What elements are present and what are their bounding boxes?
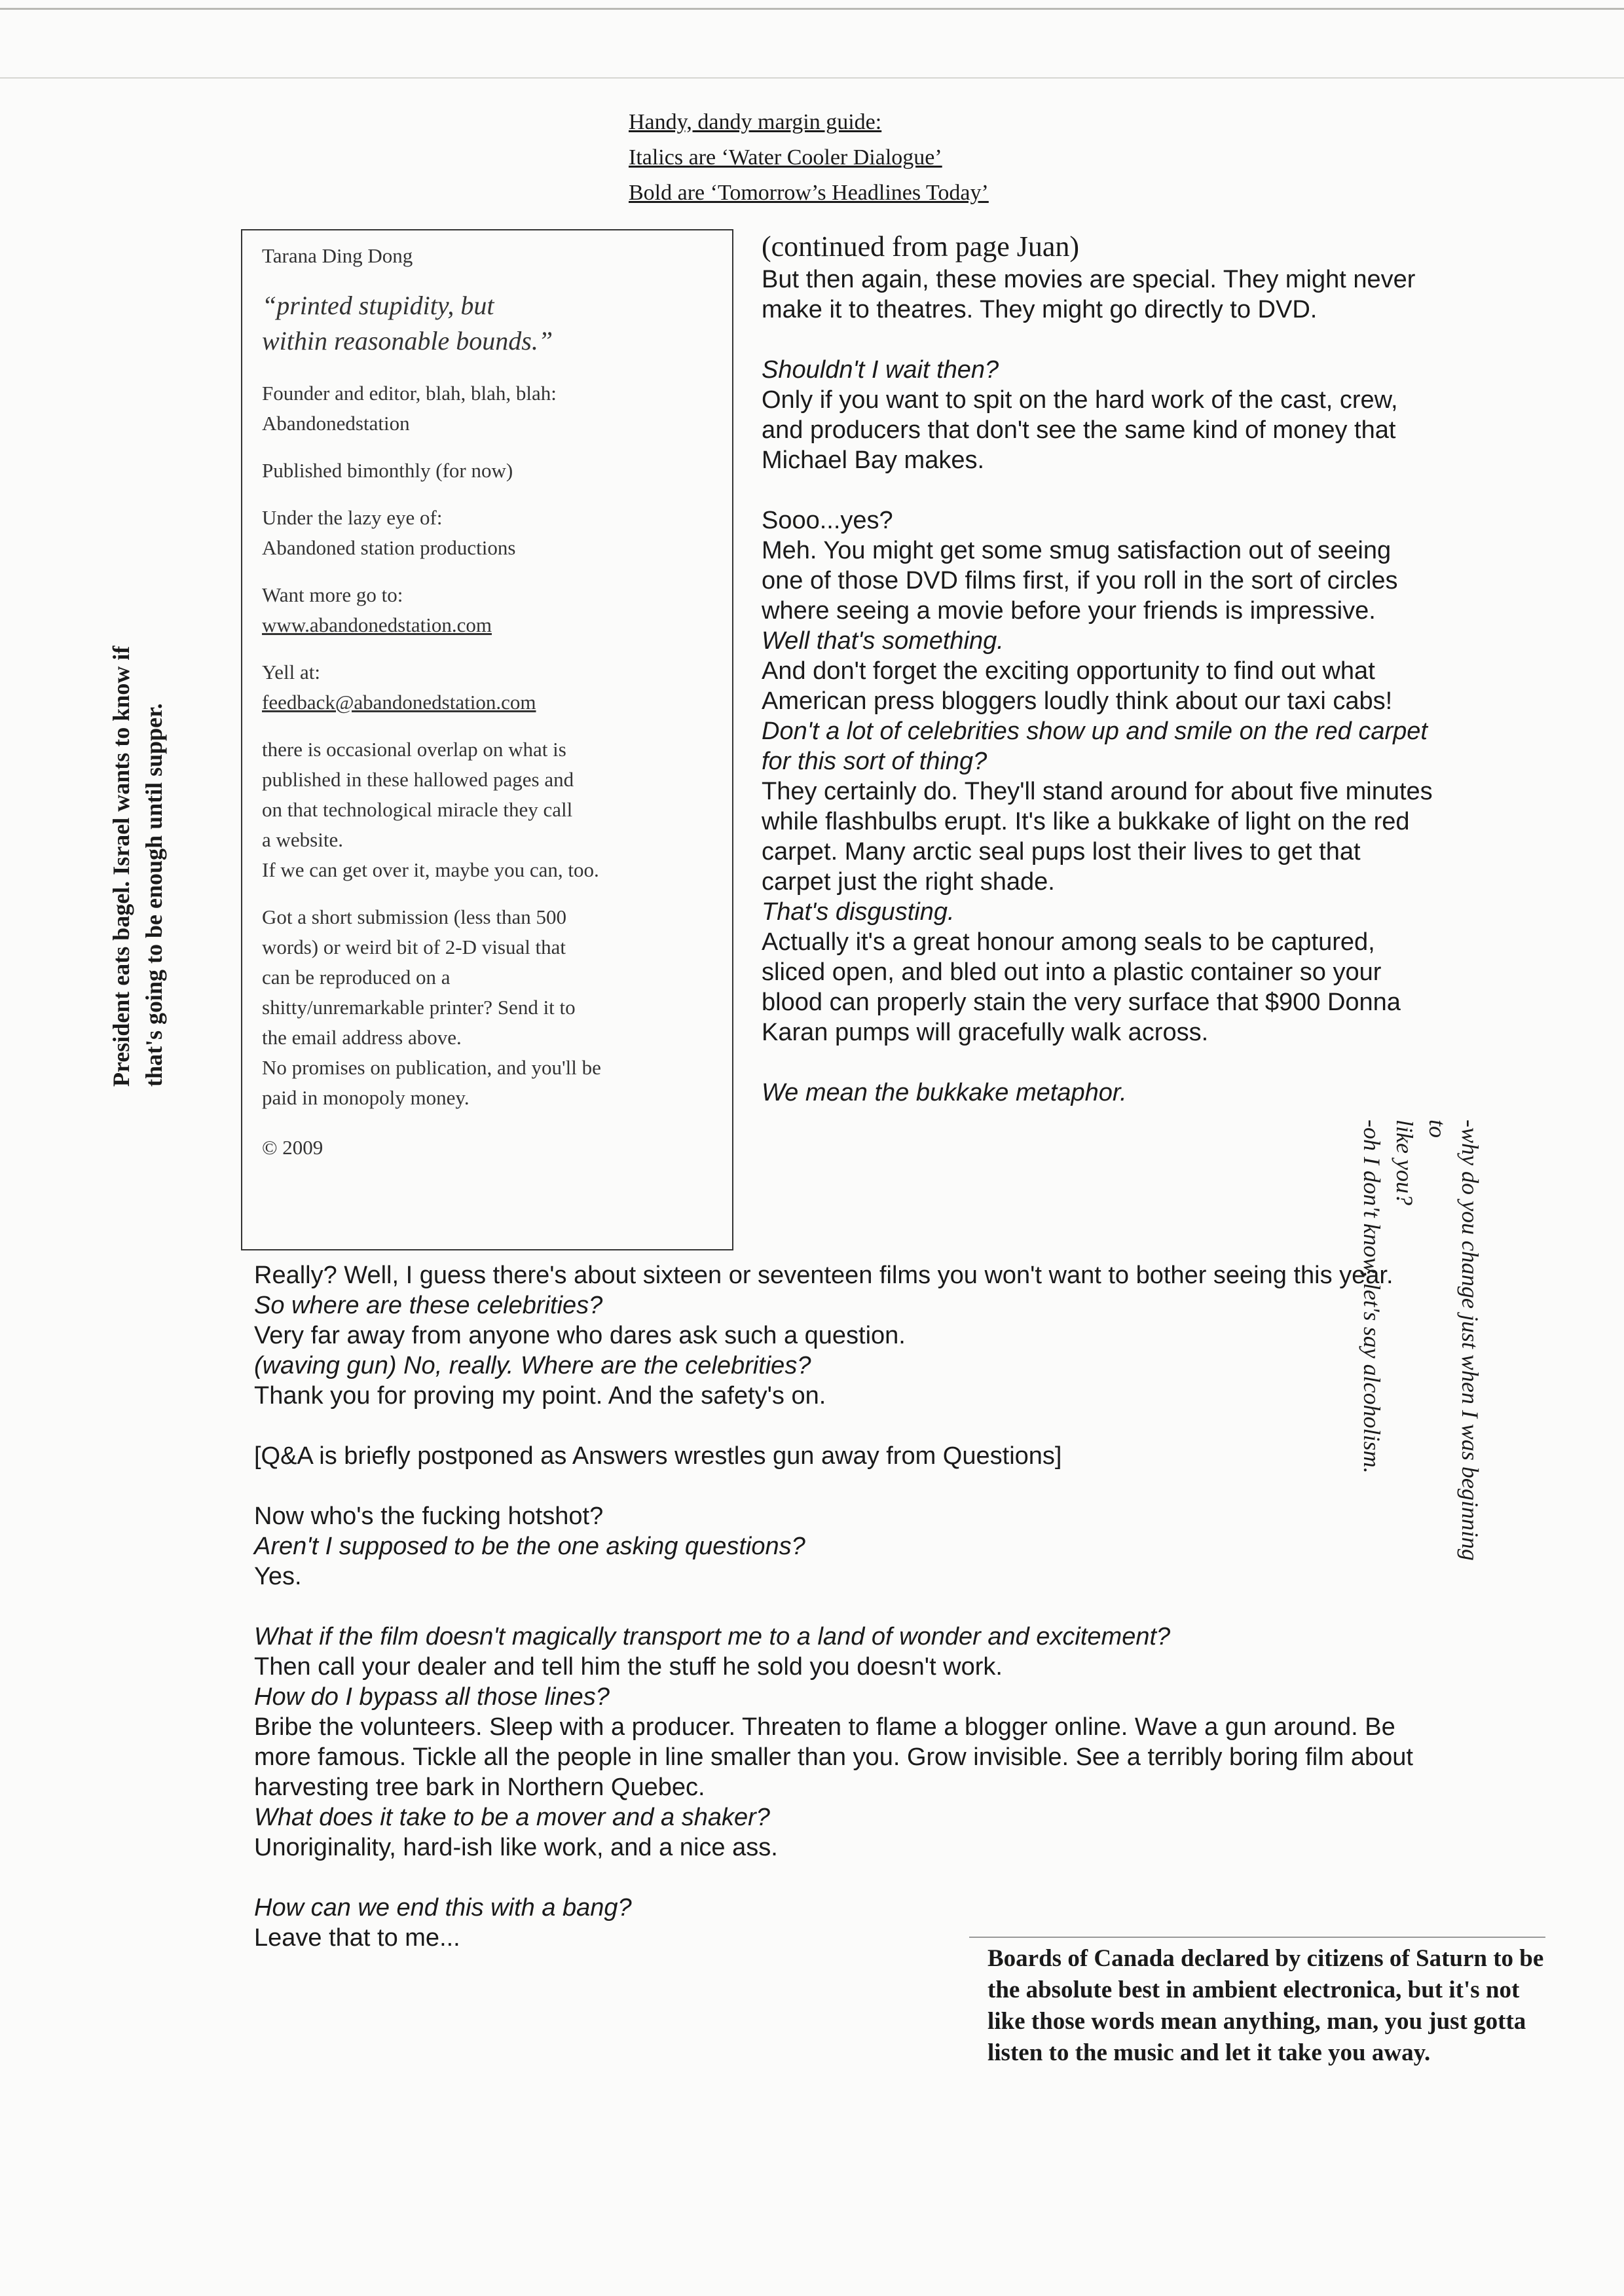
answer-paragraph: Really? Well, I guess there's about sixteen or seventeen films you won't want to bother seeing this year. [254,1262,1393,1289]
headline-rule [969,1937,1545,1938]
masthead-yell-at: Yell at: [262,661,321,683]
answer-paragraph: Actually it's a great honour among seals to be captured, sliced open, and bled out into a plastic container so your blood can properly stain the very surface that $900 Donna Karan pumps will gracefully walk across. [762,928,1401,1046]
answer-paragraph: Yes. [254,1563,302,1590]
question-line: Sooo...yes? [762,507,893,534]
answer-paragraph: Then call your dealer and tell him the stuff he sold you doesn't work. [254,1653,1003,1681]
left-margin-headline-text: President eats bagel. Israel wants to know if that's going to be enough until supper. [108,646,167,1087]
masthead-box [241,229,733,1250]
margin-guide-bold: Bold are ‘Tomorrow’s Headlines Today’ [629,181,989,205]
answer-paragraph: Meh. You might get some smug satisfaction out of seeing one of those DVD films first, if you roll in the sort of circles where seeing a movie before your friends is impressive. [762,537,1398,625]
masthead-published: Published bimonthly (for now) [262,459,513,482]
masthead-tagline: “printed stupidity, but within reasonable bounds.” [262,291,553,355]
answer-paragraph: Unoriginality, hard-ish like work, and a nice ass. [254,1834,778,1861]
question-line: What if the film doesn't magically transport me to a land of wonder and excitement? [254,1623,1171,1650]
question-line: How can we end this with a bang? [254,1894,632,1922]
lower-column [254,1260,1433,1953]
main-column [762,229,1436,1108]
question-line: What does it take to be a mover and a shaker? [254,1804,770,1831]
bottom-headline: Boards of Canada declared by citizens of Saturn to be the absolute best in ambient electronica, but it's not like those words mean anything, man, you just gotta listen to the music and let it take you away. [987,1945,1544,2066]
margin-guide [629,105,1100,211]
website-link[interactable]: www.abandonedstation.com [262,613,492,636]
right-margin-dialogue-text: -why do you change just when I was beginning to like you? -oh I don't know, let's say alcoholism. [1359,1120,1483,1561]
masthead-overlap: there is occasional overlap on what is published in these hallowed pages and on that technological miracle they call a website. If we can get over it, maybe you can, too. [262,738,599,881]
masthead-lazy-eye: Under the lazy eye of: Abandoned station productions [262,506,516,559]
question-line: We mean the bukkake metaphor. [762,1079,1127,1106]
scan-edge-line [0,77,1624,79]
question-line: So where are these celebrities? [254,1292,603,1319]
scan-edge-top [0,8,1624,10]
question-line: Don't a lot of celebrities show up and smile on the red carpet for this sort of thing? [762,718,1428,775]
answer-paragraph: They certainly do. They'll stand around for about five minutes while flashbulbs erupt. It's like a bukkake of light on the red carpet. Many arctic seal pups lost their lives to get that carpet just the right shade. [762,778,1433,896]
masthead-name: Tarana Ding Dong [262,244,413,267]
question-line: Well that's something. [762,627,1004,655]
masthead-want-more: Want more go to: [262,583,403,606]
answer-paragraph: Only if you want to spit on the hard work of the cast, crew, and producers that don't see the same kind of money that Michael Bay makes. [762,386,1398,474]
answer-paragraph: Bribe the volunteers. Sleep with a producer. Threaten to flame a blogger online. Wave a gun around. Be more famous. Tickle all the people in line smaller than you. Grow invisible. See a terribly boring film about harvesting tree bark in Northern Quebec. [254,1713,1413,1801]
answer-paragraph: Leave that to me... [254,1924,460,1952]
margin-guide-italics: Italics are ‘Water Cooler Dialogue’ [629,145,942,170]
continued-note: (continued from page Juan) [762,230,1080,263]
right-margin-dialogue [1356,1120,1486,1578]
answer-paragraph: Thank you for proving my point. And the safety's on. [254,1382,826,1410]
answer-paragraph: Very far away from anyone who dares ask such a question. [254,1322,906,1349]
margin-guide-title: Handy, dandy margin guide: [629,110,882,134]
email-link[interactable]: feedback@abandonedstation.com [262,691,536,714]
left-margin-headline [105,550,170,1087]
question-line: That's disgusting. [762,898,955,926]
masthead-copyright: © 2009 [262,1136,323,1159]
question-line: Shouldn't I wait then? [762,356,999,384]
masthead-founder: Founder and editor, blah, blah, blah: Abandonedstation [262,382,557,435]
answer-paragraph: Now who's the fucking hotshot? [254,1503,604,1530]
question-line: (waving gun) No, really. Where are the celebrities? [254,1352,811,1379]
masthead-submission: Got a short submission (less than 500 words) or weird bit of 2-D visual that can be reproduced on a shitty/unremarkable printer? Send it to the email address above. No promises on publication, and you'll be paid in monopoly money. [262,905,601,1109]
question-line: How do I bypass all those lines? [254,1683,610,1711]
answer-paragraph: But then again, these movies are special. They might never make it to theatres. They might go directly to DVD. [762,266,1416,323]
stage-direction: [Q&A is briefly postponed as Answers wrestles gun away from Questions] [254,1442,1062,1470]
answer-paragraph: And don't forget the exciting opportunity to find out what American press bloggers loudly think about our taxi cabs! [762,657,1393,715]
question-line: Aren't I supposed to be the one asking questions? [254,1533,805,1560]
